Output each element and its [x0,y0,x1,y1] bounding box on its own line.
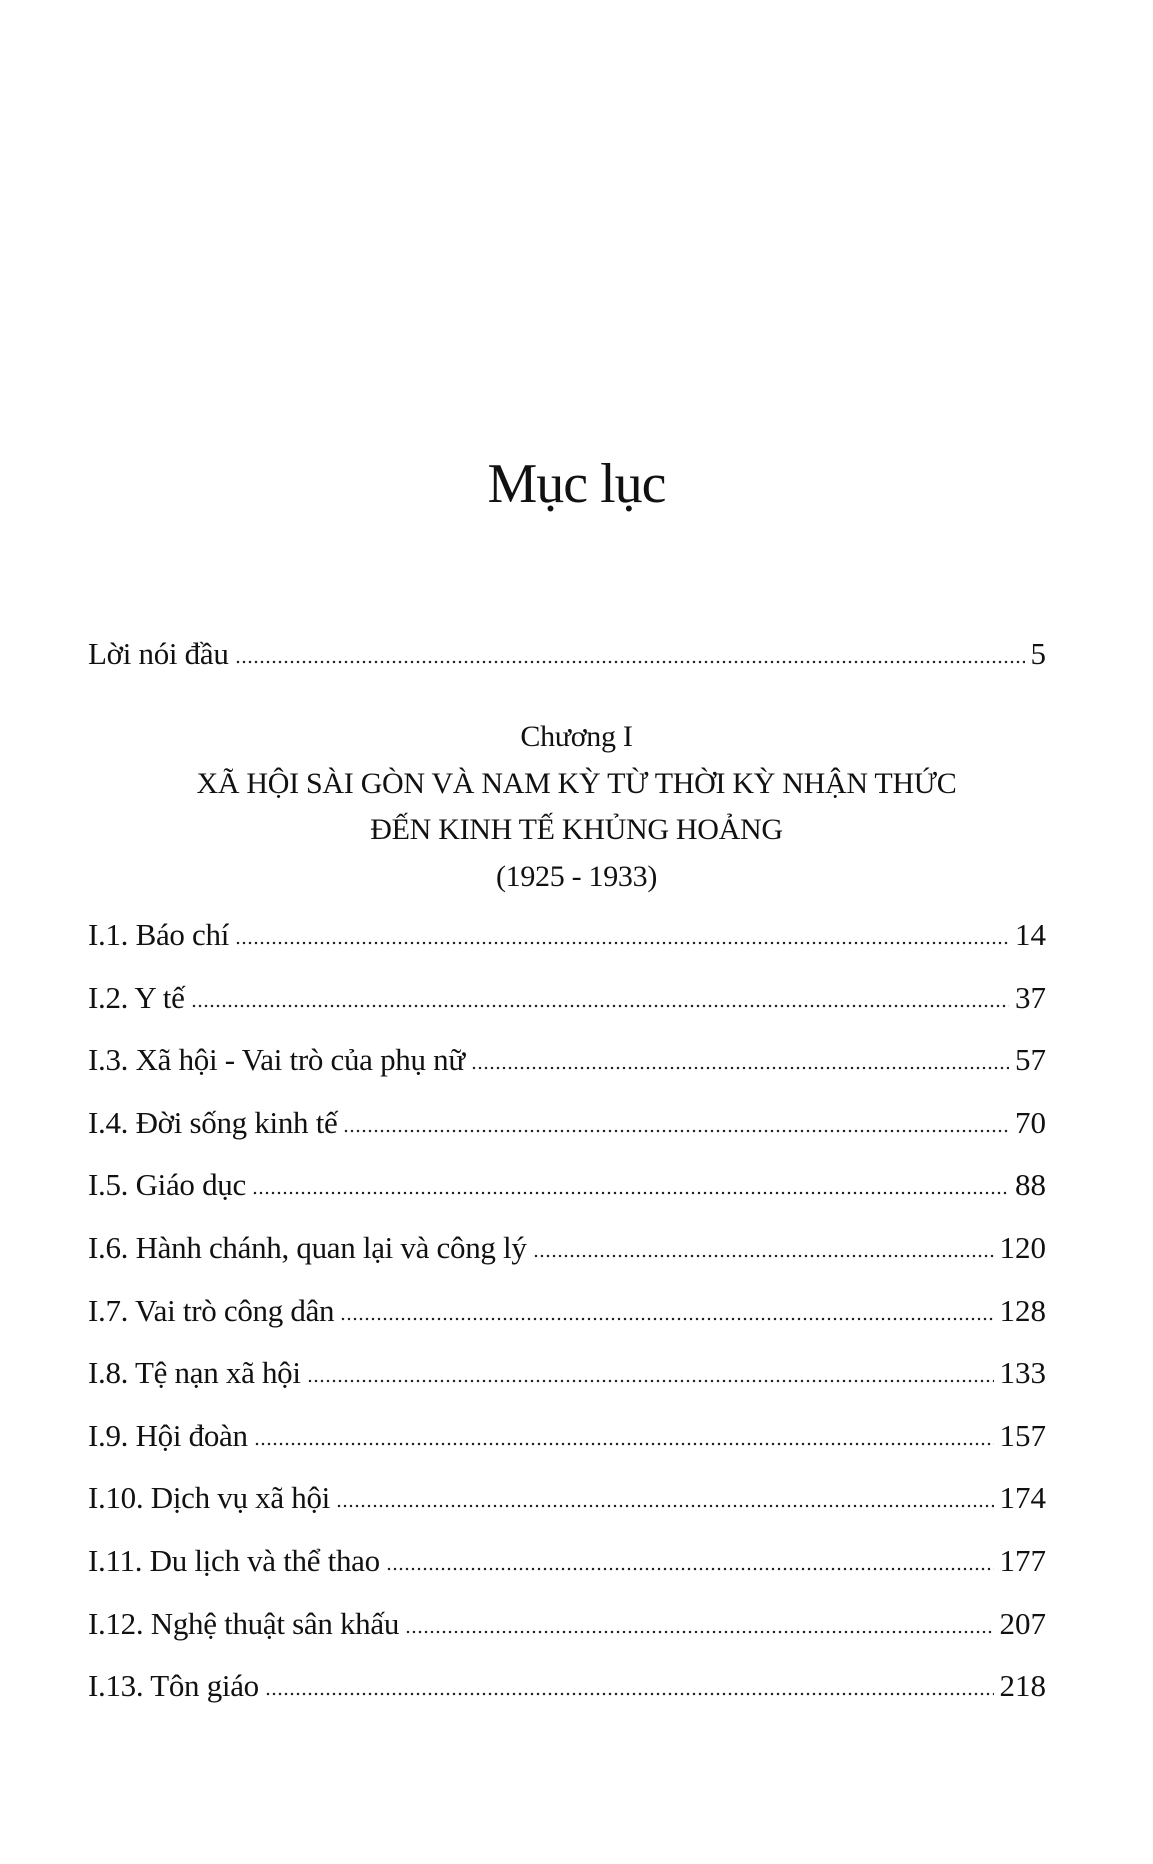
toc-entry-label: I.6. Hành chánh, quan lại và công lý [88,1230,527,1265]
toc-entry-page: 177 [999,1543,1046,1578]
dot-leader [235,941,1009,945]
toc-entry-label: I.12. Nghệ thuật sân khấu [88,1605,400,1641]
toc-entry-page: 174 [999,1480,1046,1516]
toc-entry[interactable] [88,1042,1046,1082]
dot-leader [191,1004,1009,1008]
toc-entry-page: 57 [1015,1042,1046,1078]
toc-entry[interactable] [88,1668,1046,1708]
toc-entry[interactable] [88,980,1046,1020]
toc-entry-label: I.3. Xã hội - Vai trò của phụ nữ [88,1042,465,1078]
toc-entry-label: I.9. Hội đoàn [88,1417,248,1453]
toc-entry[interactable] [88,1355,1046,1395]
toc-entry[interactable] [88,1543,1046,1583]
toc-entry-label: I.2. Y tế [88,979,185,1015]
toc-entry-label: I.1. Báo chí [88,917,230,952]
chapter-title-line-2: ĐẾN KINH TẾ KHỦNG HOẢNG [370,813,783,847]
dot-leader [405,1630,993,1634]
dot-leader [254,1442,994,1446]
toc-entry-label: I.10. Dịch vụ xã hội [88,1480,330,1516]
page-title: Mục lục [487,453,666,515]
toc-entry[interactable] [88,1418,1046,1458]
toc-entry-page: 218 [999,1668,1046,1704]
toc-entry-page: 120 [999,1230,1046,1265]
dot-leader [307,1379,994,1383]
chapter-name: Chương I [520,720,633,753]
chapter-years: (1925 - 1933) [495,860,658,894]
toc-entry-page: 88 [1015,1167,1046,1203]
dot-leader [336,1504,994,1508]
toc-entry-page: 157 [999,1417,1046,1453]
toc-entry[interactable] [88,1105,1046,1145]
toc-entry[interactable] [88,1230,1046,1270]
chapter-heading [0,714,1153,901]
toc-entry-label: Lời nói đầu [88,636,229,671]
toc-entry-page: 70 [1015,1104,1046,1140]
toc-entry-page: 14 [1015,917,1046,952]
toc-entry-preface[interactable] [88,636,1046,676]
toc-entry[interactable] [88,1293,1046,1333]
toc-entry-label: I.4. Đời sống kinh tế [88,1104,338,1140]
dot-leader [343,1129,1009,1133]
toc-entry[interactable] [88,1480,1046,1520]
dot-leader [252,1191,1009,1195]
dot-leader [340,1317,993,1321]
toc-entry-page: 5 [1030,636,1046,671]
dot-leader [533,1254,994,1258]
toc-entry-page: 128 [999,1292,1046,1328]
toc-entry-label: I.8. Tệ nạn xã hội [88,1355,301,1391]
toc-entry-label: I.5. Giáo dục [88,1167,246,1203]
toc-entry-page: 133 [999,1355,1046,1391]
dot-leader [235,660,1025,664]
toc-entry[interactable] [88,917,1046,957]
dot-leader [471,1066,1009,1070]
chapter-title-line-1: XÃ HỘI SÀI GÒN VÀ NAM KỲ TỪ THỜI KỲ NHẬN THỨC [196,766,957,800]
toc-entry-label: I.13. Tôn giáo [88,1668,259,1704]
dot-leader [386,1567,994,1571]
toc-entry-page: 37 [1015,979,1046,1015]
toc-entry-label: I.7. Vai trò công dân [88,1292,335,1328]
toc-entry-label: I.11. Du lịch và thể thao [88,1543,380,1578]
toc-entry[interactable] [88,1606,1046,1646]
dot-leader [265,1692,994,1696]
toc-entry[interactable] [88,1167,1046,1207]
toc-entry-page: 207 [999,1605,1046,1641]
